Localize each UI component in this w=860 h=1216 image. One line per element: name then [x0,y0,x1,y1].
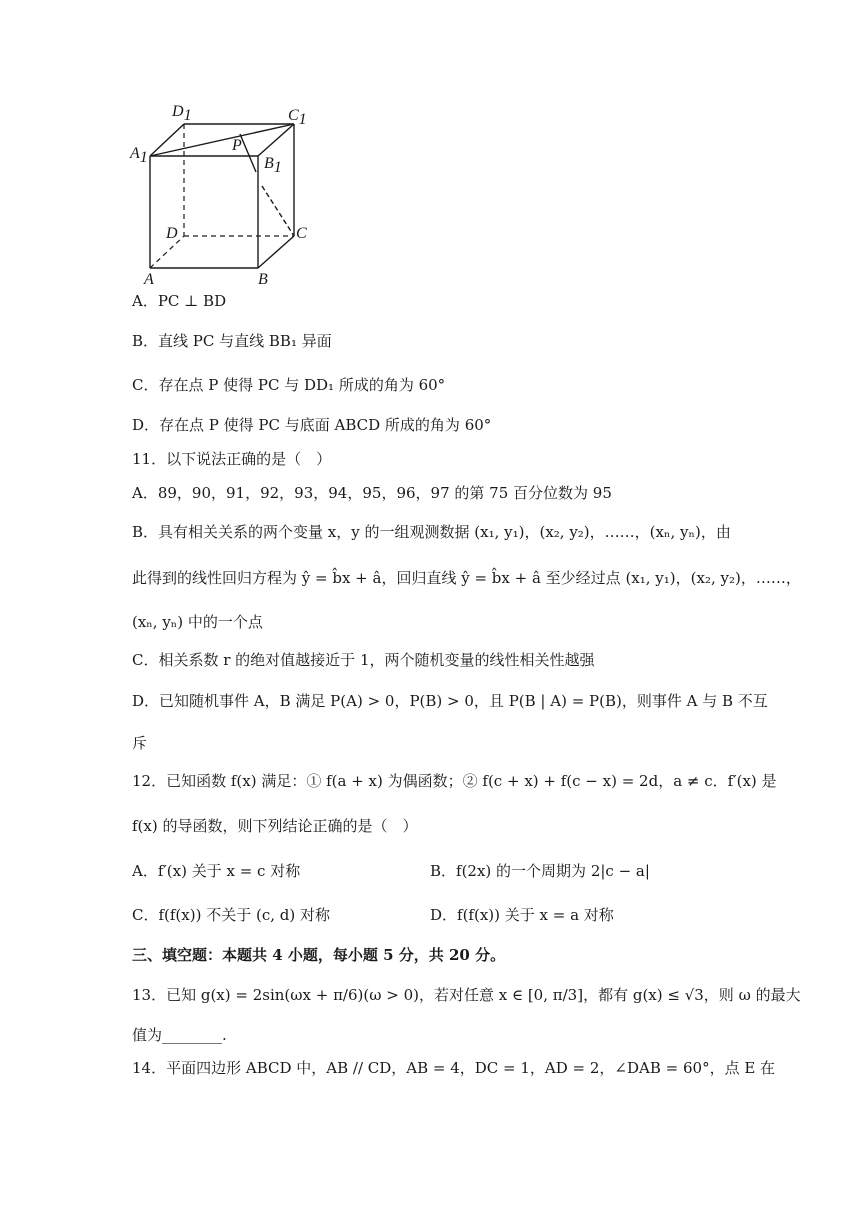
q11-option-d-line2: 斥 [132,734,148,752]
label-a: A [144,271,154,288]
section-heading-fill-in: 三、填空题：本题共 4 小题，每小题 5 分，共 20 分。 [132,946,506,964]
label-d1: D1 [172,103,192,124]
q11-stem: 11．以下说法正确的是（ ） [132,450,332,468]
label-d: D [166,225,178,242]
q10-option-c: C．存在点 P 使得 PC 与 DD₁ 所成的角为 60° [132,376,446,394]
q12-option-d: D．f(f(x)) 关于 x = a 对称 [430,906,614,924]
q11-option-c: C．相关系数 r 的绝对值越接近于 1，两个随机变量的线性相关性越强 [132,651,595,669]
q12-option-b: B．f(2x) 的一个周期为 2|c − a| [430,862,650,880]
edge-b-c [258,236,294,268]
q11-option-d-line1: D．已知随机事件 A，B 满足 P(A) > 0，P(B) > 0，且 P(B | A) = P(B)，则事件 A 与 B 不互 [132,692,768,710]
label-b: B [258,271,268,288]
label-b1: B1 [264,155,282,176]
label-c: C [296,225,307,242]
label-a1: A1 [130,145,148,166]
edge-b1-c1 [258,124,294,156]
q12-stem-line1: 12．已知函数 f(x) 满足：① f(a + x) 为偶函数；② f(c + x) + f(c − x) = 2d，a ≠ c．f′(x) 是 [132,772,777,790]
label-c1: C1 [288,107,307,128]
label-p: P [232,137,242,154]
q14-line1: 14．平面四边形 ABCD 中，AB // CD，AB = 4，DC = 1，AD = 2，∠DAB = 60°，点 E 在 [132,1059,776,1077]
q10-option-a: A．PC ⊥ BD [132,292,227,310]
q13-line1: 13．已知 g(x) = 2sin(ωx + π/6)(ω > 0)，若对任意 x ∈ [0, π/3]，都有 g(x) ≤ √3，则 ω 的最大 [132,986,801,1004]
cube-figure [128,98,328,290]
q12-option-a: A．f′(x) 关于 x = c 对称 [132,862,301,880]
q10-option-b: B．直线 PC 与直线 BB₁ 异面 [132,332,332,350]
q10-option-d: D．存在点 P 使得 PC 与底面 ABCD 所成的角为 60° [132,416,492,434]
segment-p-c [240,134,256,172]
q11-option-a: A．89，90，91，92，93，94，95，96，97 的第 75 百分位数为 95 [132,484,612,502]
edge-a1-d1 [150,124,184,156]
q11-option-b-line3: (xₙ, yₙ) 中的一个点 [132,613,263,631]
q11-option-b-line2: 此得到的线性回归方程为 ŷ = b̂x + â，回归直线 ŷ = b̂x + â 至少经过点 (x₁, y₁)，(x₂, y₂)，……， [132,569,801,587]
q12-stem-line2: f(x) 的导函数，则下列结论正确的是（ ） [132,817,418,835]
segment-p-c-lower [262,186,294,236]
diagonal-a1-c1 [150,124,294,156]
q11-option-b-line1: B．具有相关关系的两个变量 x，y 的一组观测数据 (x₁, y₁)，(x₂, y₂)，……，(xₙ, yₙ)，由 [132,523,731,541]
q12-option-c: C．f(f(x)) 不关于 (c, d) 对称 [132,906,330,924]
q13-line2: 值为________. [132,1026,227,1044]
